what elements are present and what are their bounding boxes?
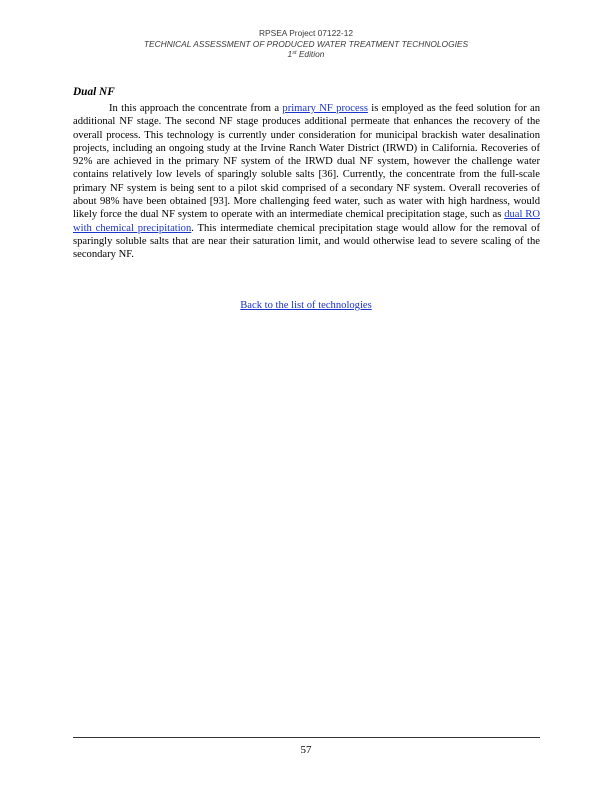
paragraph-text-2: is employed as the feed solution for an additional NF stage. The second NF stage produces additional permeate that enhances the recovery of the overall process. This technology is currently under consideration for municipal brackish water desalination projects, including an ongoing study at the Irvine Ranch Water District (IRWD) in California. Recoveries of 92% are achieved in the primary NF system of the IRWD dual NF system, however the challenge water contains relatively low levels of sparingly soluble salts [36]. Currently, the concentrate from the full-scale primary NF system is being sent to a pilot skid comprised of a secondary NF system. Overall recoveries of about 98% have been obtained [93]. More challenging feed water, such as water with high hardness, would likely force the dual NF system to operate with an intermediate chemical precipitation stage, such as xyxy=(73,103,540,221)
back-to-technologies-link[interactable]: Back to the list of technologies xyxy=(240,300,372,311)
paragraph-text-3: . This intermediate chemical precipitation stage would allow for the removal of sparingly soluble salts that are near their saturation limit, and would otherwise lead to severe scaling of the secondary NF. xyxy=(73,222,540,261)
primary-nf-process-link[interactable]: primary NF process xyxy=(282,103,368,114)
running-header xyxy=(0,28,612,60)
section-title: Dual NF xyxy=(73,86,115,98)
header-title: TECHNICAL ASSESSMENT OF PRODUCED WATER TREATMENT TECHNOLOGIES xyxy=(143,38,469,49)
body-paragraph xyxy=(73,102,540,262)
header-project: RPSEA Project 07122-12 xyxy=(258,28,354,38)
header-edition xyxy=(0,49,612,60)
page-number: 57 xyxy=(300,744,312,756)
edition-suffix: st xyxy=(292,50,297,57)
dual-ro-precipitation-link[interactable]: dual RO with chemical precipitation xyxy=(73,209,540,234)
edition-word: Edition xyxy=(296,49,325,60)
edition-number: 1 xyxy=(287,49,293,60)
footer-divider xyxy=(73,737,540,738)
back-link-container xyxy=(0,299,612,312)
paragraph-text-1: In this approach the concentrate from a xyxy=(109,103,283,114)
